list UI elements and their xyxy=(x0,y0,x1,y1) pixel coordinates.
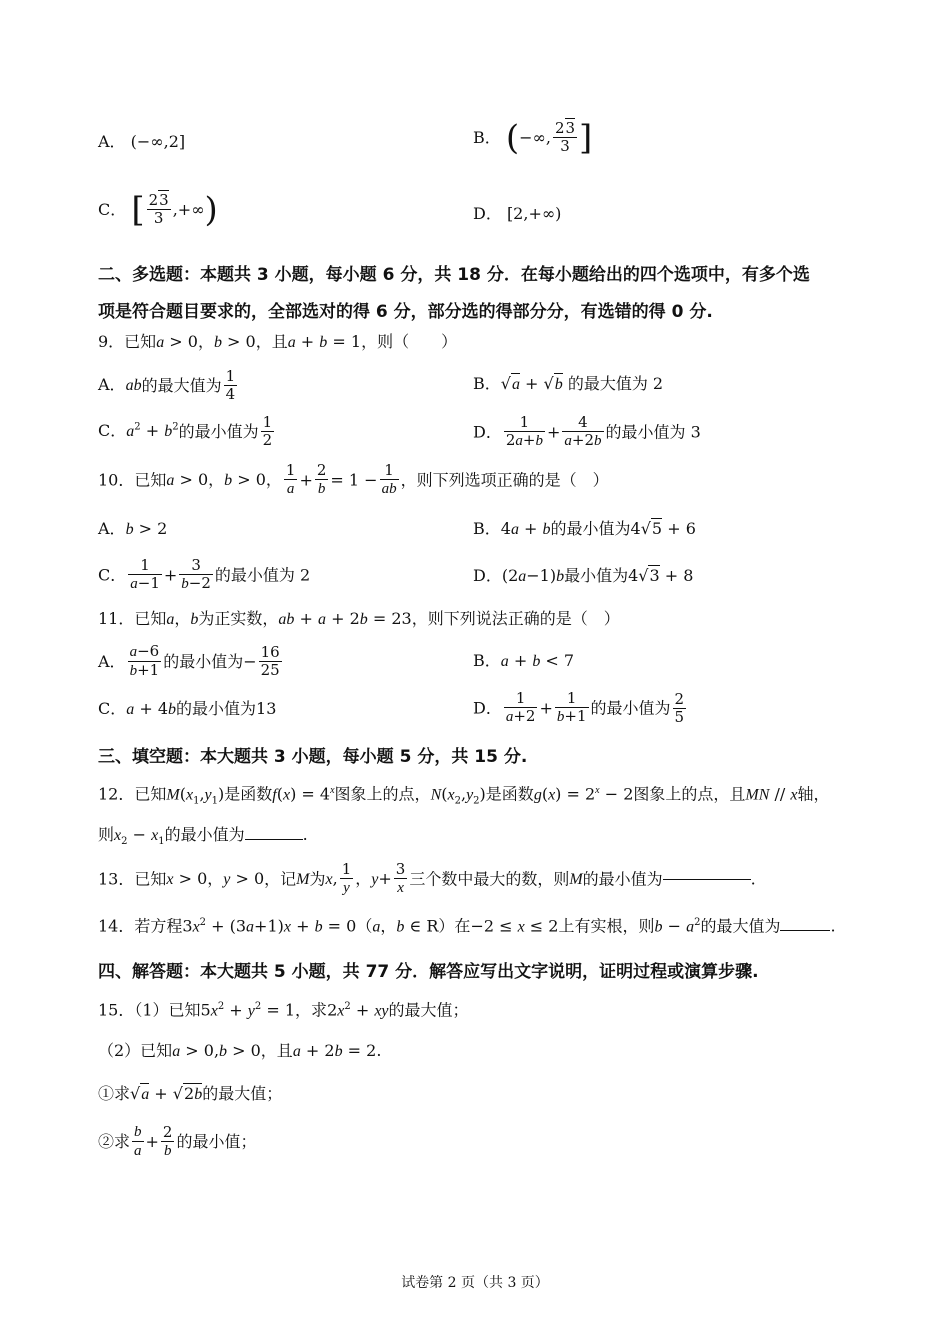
q8-option-c: C． [ $\frac{23}{3}$ ,+∞) xyxy=(98,189,218,230)
q10-stem: 10．已知a > 0，b > 0， $\frac{1}{a}$ + $\frac{2}{b}$ = 1 − $\frac{1}{ab}$ ，则下列选项正确的是（ ） xyxy=(98,461,609,498)
q12-answer-blank[interactable] xyxy=(245,839,303,840)
q8-option-a: A． (−∞,2] xyxy=(98,132,186,151)
q11-option-a: A． $\frac{a-6}{b+1}$ 的最小值为− $\frac{16}{25}$ xyxy=(98,642,280,680)
q9-option-c: C．$a^2 + b^2$的最小值为 $\frac{1}{2}$ xyxy=(98,413,273,450)
section3-heading: 三、填空题：本大题共 3 小题，每小题 5 分，共 15 分. xyxy=(98,747,528,767)
q14-answer-blank[interactable] xyxy=(780,930,830,931)
q11-option-b: B．a + b < 7 xyxy=(473,651,575,670)
section2-heading-line2: 项是符合题目要求的，全部选对的得 6 分，部分选的得部分分，有选错的得 0 分. xyxy=(98,302,713,322)
q10-option-b: B．4a + b的最小值为4√5 + 6 xyxy=(473,519,696,538)
q11-option-d: D． $\frac{1}{a+2}$ + $\frac{1}{b+1}$ 的最小值为 $\frac{2}{5}$ xyxy=(473,689,685,726)
q10-option-a: A．b > 2 xyxy=(98,519,168,538)
section2-heading-line1: 二、多选题：本题共 3 小题，每小题 6 分，共 18 分．在每小题给出的四个选项中，有多个选 xyxy=(98,265,810,285)
q11-stem: 11．已知a，b为正实数，ab + a + 2b = 23，则下列说法正确的是（ ） xyxy=(98,609,620,628)
q13-stem: 13．已知x > 0，y > 0，记M为x, $\frac{1}{y}$ ，y+ $\frac{3}{x}$ 三个数中最大的数，则M的最小值为 . xyxy=(98,860,756,897)
q15-sub1: ①求√a + √2b的最大值； xyxy=(98,1084,283,1103)
section4-heading: 四、解答题：本大题共 5 小题，共 77 分．解答应写出文字说明，证明过程或演算步骤. xyxy=(98,962,759,982)
q8-option-d: D． [2,+∞) xyxy=(473,204,562,223)
q10-option-c: C． $\frac{1}{a-1}$ + $\frac{3}{b-2}$ 的最小值为 2 xyxy=(98,556,311,593)
q12-stem-line2: 则$x_2 - x_1$的最小值为 . xyxy=(98,825,308,848)
q9-option-a: A．ab的最大值为 $\frac{1}{4}$ xyxy=(98,367,236,404)
q15-sub2: ②求 $\frac{b}{a}$ + $\frac{2}{b}$ 的最小值； xyxy=(98,1122,257,1160)
q10-option-d: D．(2a−1)b最小值为4√3 + 8 xyxy=(473,566,694,585)
q9-stem: 9．已知a > 0，b > 0，且a + b = 1，则（ ） xyxy=(98,332,458,351)
q14-stem: 14．若方程$3x^2 + (3a+1)x + b = 0(a$，b ∈ R）在−2 ≤ x ≤ 2上有实根，则$b - a^2$的最大值为 . xyxy=(98,916,836,936)
q13-answer-blank[interactable] xyxy=(663,879,751,880)
q8-d-math: [2,+∞) xyxy=(506,204,562,223)
q8-a-math: (−∞,2] xyxy=(130,132,186,151)
q15-part1: 15．（1）已知$5x^2 + y^2 = 1$，求$2x^2$ + xy的最大值； xyxy=(98,1000,469,1020)
q12-stem-line1: 12．已知$M(x_1,y_1)$是函数$f(x) = 4^x$图象上的点，$N(x_2,y_2)$是函数$g(x) = 2^x - 2$图象上的点，且MN // x轴， xyxy=(98,784,830,807)
q9-option-b: B．√a + √b 的最大值为 2 xyxy=(473,374,664,393)
q8-option-b: B． (−∞, $\frac{23}{3}$ ] xyxy=(473,117,593,158)
q11-option-c: C．a + 4b的最小值为13 xyxy=(98,699,277,718)
page-footer: 试卷第 2 页（共 3 页） xyxy=(401,1275,549,1291)
q15-part2: （2）已知a > 0,b > 0，且a + 2b = 2. xyxy=(98,1041,382,1060)
q9-option-d: D． $\frac{1}{2a+b}$ + $\frac{4}{a+2b}$ 的最小值为 3 xyxy=(473,413,701,450)
